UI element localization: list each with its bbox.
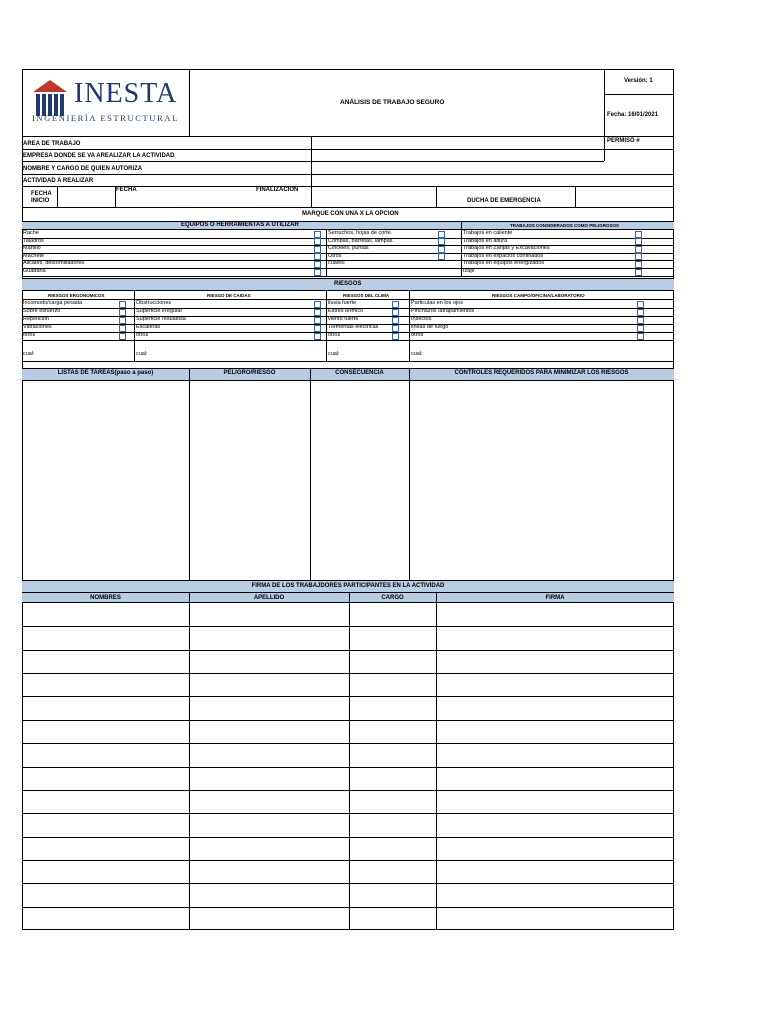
autoriza-label: NOMBRE Y CARGO DE QUIEN AUTORIZA <box>23 166 143 172</box>
apellido-col-header: APELLIDO <box>253 595 285 601</box>
caidas-item: Superficie resbalosa <box>136 316 186 322</box>
caidas-checkbox[interactable] <box>314 309 321 316</box>
empresa-input[interactable] <box>312 150 604 161</box>
campo-item: Particulas en los ojos <box>411 300 463 306</box>
equipo-checkbox-2[interactable] <box>438 238 445 245</box>
clima-checkbox[interactable] <box>392 301 399 308</box>
tareas-col-header: LISTAS DE TAREAS(paso a paso) <box>57 370 154 376</box>
document-title: ANÁLISIS DE TRABAJO SEGURO <box>340 99 445 106</box>
tareas-input[interactable] <box>23 382 189 579</box>
firma-row[interactable] <box>23 604 674 625</box>
campo-header: RIESGOS CAMPO/OFICINA/LABORATORIO <box>492 293 585 298</box>
clima-checkbox[interactable] <box>392 325 399 332</box>
caidas-item: Obstrucciones <box>136 300 172 306</box>
caidas-checkbox[interactable] <box>314 333 321 340</box>
firma-row[interactable] <box>23 861 674 882</box>
campo-checkbox[interactable] <box>637 301 644 308</box>
trabajo-peligroso-item: Trabajos en Zanjas y Excavaciones <box>463 245 550 251</box>
fecha-label: FECHA <box>116 187 137 193</box>
area-input[interactable] <box>312 137 604 149</box>
clima-item: otros <box>328 332 341 338</box>
cargo-col-header: CARGO <box>381 595 404 601</box>
trabajo-peligroso-item: Trabajos en caliente <box>463 230 513 236</box>
caidas-checkbox[interactable] <box>314 325 321 332</box>
firma-row[interactable] <box>23 721 674 742</box>
equipo-item: Alicates, destornilladores <box>23 260 85 266</box>
trabajo-peligroso-checkbox[interactable] <box>635 269 642 276</box>
equipo-item: Rache <box>23 230 39 236</box>
trabajo-peligroso-checkbox[interactable] <box>635 231 642 238</box>
equipo-item-2: Cinceles, puntas <box>328 245 369 251</box>
cual-label: cual: <box>23 351 35 357</box>
equipo-checkbox[interactable] <box>314 246 321 253</box>
firma-row[interactable] <box>23 791 674 812</box>
equipo-item-2: Serruchos, hojas de corte. <box>328 230 393 236</box>
caidas-checkbox[interactable] <box>314 301 321 308</box>
equipo-checkbox[interactable] <box>314 261 321 268</box>
ergo-checkbox[interactable] <box>119 301 126 308</box>
permiso-label: PERMISO # <box>607 138 640 144</box>
riesgos-header: RIESGOS <box>334 281 362 287</box>
ergo-item: Incomodo/carga pesada <box>23 300 83 306</box>
ergo-checkbox[interactable] <box>119 325 126 332</box>
firma-row[interactable] <box>23 744 674 765</box>
ducha-label: DUCHA DE EMERGENCIA <box>467 198 541 204</box>
date-label: Fecha: 16/01/2021 <box>607 112 659 118</box>
equipos-header: EQUIPOS O HERRAMIENTAS A UTILIZAR <box>181 222 299 228</box>
firma-row[interactable] <box>23 838 674 859</box>
clima-item: Estrés termico <box>328 308 364 314</box>
firma-row[interactable] <box>23 814 674 835</box>
controles-input[interactable] <box>410 382 673 579</box>
clima-item: viento fuerte <box>328 316 359 322</box>
ergo-header: RIESGOS ERGONOMICOS <box>48 293 105 298</box>
equipo-item-2: Otros <box>328 253 342 259</box>
firma-row[interactable] <box>23 627 674 648</box>
equipo-checkbox-2[interactable] <box>438 246 445 253</box>
ergo-checkbox[interactable] <box>119 309 126 316</box>
area-label: AREA DE TRABAJO <box>23 141 81 147</box>
trabajo-peligroso-item: Trabajos en equipos energizados <box>463 260 545 266</box>
version-label: Versión: 1 <box>624 78 653 84</box>
equipo-checkbox[interactable] <box>314 253 321 260</box>
clima-header: RIESGOS DEL CLIMA <box>343 293 390 298</box>
nombres-col-header: NOMBRES <box>90 595 121 601</box>
cual-label: cual: <box>136 351 148 357</box>
fecha-inicio-label-1: FECHA <box>31 191 52 197</box>
fecha-inicio-label-2: INICIO <box>31 198 50 204</box>
consecuencia-col-header: CONSECUENCIA <box>335 370 384 376</box>
trabajo-peligroso-checkbox[interactable] <box>635 253 642 260</box>
caidas-item: Escaleras <box>136 324 161 330</box>
caidas-item: otros <box>136 332 149 338</box>
caidas-item: Superficie irregular <box>136 308 183 314</box>
equipo-item-2: cuales: <box>328 260 346 266</box>
peligro-col-header: PELIGRO/RIESGO <box>223 370 276 376</box>
equipo-item: Martillo <box>23 245 41 251</box>
consecuencia-input[interactable] <box>311 382 409 579</box>
equipo-checkbox[interactable] <box>314 238 321 245</box>
firmas-header: FIRMA DE LOS TRABAJDORES PARTICIPANTES EN LA ACTIVIDAD <box>251 583 445 589</box>
campo-checkbox[interactable] <box>637 325 644 332</box>
equipo-item-2: Combas, barretas, lampas. <box>328 238 395 244</box>
trabajo-peligroso-checkbox[interactable] <box>635 261 642 268</box>
firma-row[interactable] <box>23 697 674 718</box>
firma-row[interactable] <box>23 908 674 929</box>
equipo-item: Machete <box>23 253 45 259</box>
ergo-item: Vibraciones <box>23 324 52 330</box>
equipo-checkbox-2[interactable] <box>438 231 445 238</box>
cual-label: cual: <box>328 351 340 357</box>
firma-row[interactable] <box>23 651 674 672</box>
campo-item: Pinchazos /atrapamientos <box>411 308 475 314</box>
campo-item: otros <box>411 332 424 338</box>
equipo-checkbox[interactable] <box>314 231 321 238</box>
trabajo-peligroso-checkbox[interactable] <box>635 246 642 253</box>
caidas-header: RIESGO DE CAIDAS <box>207 293 251 298</box>
brand-name: INESTA <box>74 78 178 109</box>
ergo-item: otros <box>23 332 36 338</box>
ergo-item: Sobre esfuerzo <box>23 308 61 314</box>
caidas-checkbox[interactable] <box>314 317 321 324</box>
trabajo-peligroso-checkbox[interactable] <box>635 238 642 245</box>
finalizacion-label: FINALIZACION <box>256 187 299 193</box>
actividad-input[interactable] <box>312 175 674 186</box>
marque-label: MARQUE CON UNA X LA OPCION <box>302 211 399 217</box>
firma-row[interactable] <box>23 768 674 789</box>
trabajo-peligroso-item: Trabajos en altura <box>463 238 508 244</box>
clima-checkbox[interactable] <box>392 333 399 340</box>
empresa-label: EMPRESA DONDE SE VA AREALIZAR LA ACTIVIDAD <box>23 153 175 159</box>
ergo-checkbox[interactable] <box>119 333 126 340</box>
equipo-checkbox[interactable] <box>314 269 321 276</box>
equipo-item: Guadaña <box>23 268 46 274</box>
building-logo-icon <box>33 80 67 116</box>
actividad-label: ACTIVIDAD A REALIZAR <box>23 178 94 184</box>
clima-checkbox[interactable] <box>392 317 399 324</box>
campo-item: lineas de fuego <box>411 324 449 330</box>
brand-subtitle: INGENIERÍA ESTRUCTURAL <box>32 113 179 123</box>
campo-checkbox[interactable] <box>637 317 644 324</box>
firma-row[interactable] <box>23 674 674 695</box>
cual-label: cual: <box>411 351 423 357</box>
firma-col-header: FIRMA <box>545 595 565 601</box>
peligro-input[interactable] <box>190 382 310 579</box>
company-logo <box>30 74 180 130</box>
ergo-checkbox[interactable] <box>119 317 126 324</box>
controles-col-header: CONTROLES REQUERIDOS PARA MINIMIZAR LOS RIESGOS <box>454 370 629 376</box>
campo-checkbox[interactable] <box>637 309 644 316</box>
trabajo-peligroso-item: Izaje <box>463 268 475 274</box>
equipo-checkbox-2[interactable] <box>438 253 445 260</box>
campo-item: Insectos <box>411 316 432 322</box>
ergo-item: Repeticion <box>23 316 49 322</box>
clima-item: lluvia fuerte <box>328 300 357 306</box>
trabajo-peligroso-item: Trabajos en espacios confinados <box>463 253 544 259</box>
clima-item: Tormentas electricas <box>328 324 379 330</box>
clima-checkbox[interactable] <box>392 309 399 316</box>
campo-checkbox[interactable] <box>637 333 644 340</box>
firma-row[interactable] <box>23 884 674 905</box>
autoriza-input[interactable] <box>312 162 674 174</box>
equipo-item: Taladros <box>23 238 44 244</box>
trabajos-header: TRABAJOS CONSIDERADOS COMO PELIGROSOS <box>510 223 620 228</box>
